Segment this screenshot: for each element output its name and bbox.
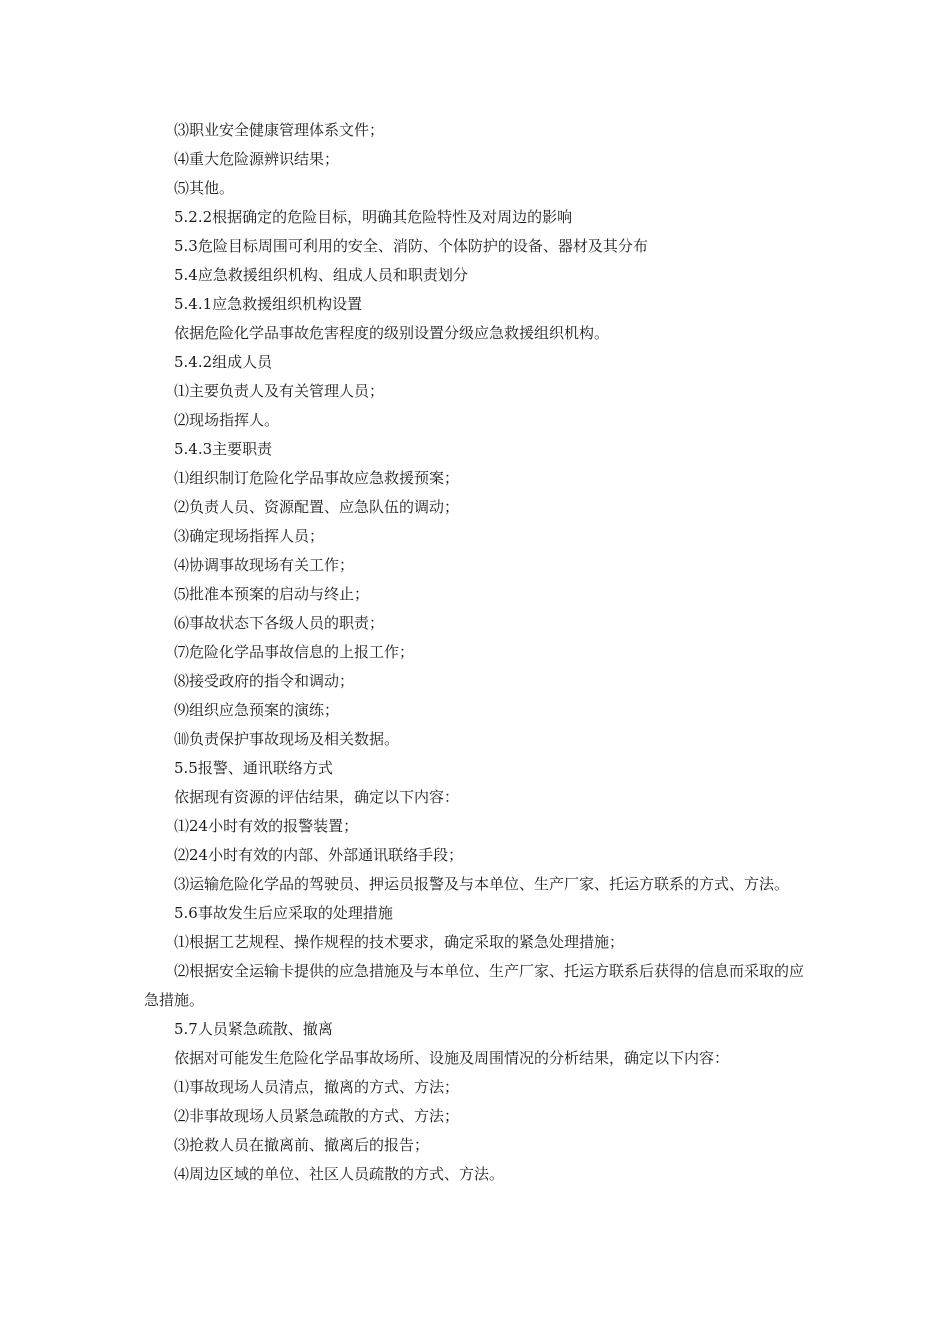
section-heading-5-2-2: 5.2.2根据确定的危险目标，明确其危险特性及对周边的影响 — [174, 208, 573, 226]
list-item: ⑵现场指挥人。 — [174, 411, 280, 429]
list-item: ⑼组织应急预案的演练； — [174, 701, 340, 719]
list-item: ⑵根据安全运输卡提供的应急措施及与本单位、生产厂家、托运方联系后获得的信息而采取的应急措施。 — [144, 962, 805, 1009]
list-item: ⑴事故现场人员清点，撤离的方式、方法； — [174, 1078, 460, 1096]
list-item: ⑴主要负责人及有关管理人员； — [174, 382, 385, 400]
list-item: ⑶运输危险化学品的驾驶员、押运员报警及与本单位、生产厂家、托运方联系的方式、方法。 — [174, 875, 790, 893]
section-heading-5-4-3: 5.4.3主要职责 — [174, 440, 273, 458]
list-item: ⑶确定现场指挥人员； — [174, 527, 325, 545]
list-item: ⑵24小时有效的内部、外部通讯联络手段； — [174, 846, 464, 864]
list-item: ⑺危险化学品事故信息的上报工作； — [174, 643, 415, 661]
section-heading-5-7: 5.7人员紧急疏散、撤离 — [174, 1020, 333, 1038]
paragraph-text: 依据危险化学品事故危害程度的级别设置分级应急救援组织机构。 — [174, 324, 610, 342]
list-item: ⑴24小时有效的报警装置； — [174, 817, 359, 835]
list-item: ⑵非事故现场人员紧急疏散的方式、方法； — [174, 1107, 460, 1125]
paragraph-item-5: ⑸其他。 — [174, 179, 235, 197]
list-item: ⑶抢救人员在撤离前、撤离后的报告； — [174, 1136, 430, 1154]
paragraph-item-4: ⑷重大危险源辨识结果； — [174, 150, 340, 168]
list-item: ⑻接受政府的指令和调动； — [174, 672, 355, 690]
paragraph-text: 依据现有资源的评估结果，确定以下内容： — [174, 788, 460, 806]
list-item: ⑽负责保护事故现场及相关数据。 — [174, 730, 400, 748]
list-item: ⑹事故状态下各级人员的职责； — [174, 614, 385, 632]
section-heading-5-3: 5.3危险目标周围可利用的安全、消防、个体防护的设备、器材及其分布 — [174, 237, 648, 255]
list-item: ⑵负责人员、资源配置、应急队伍的调动； — [174, 498, 460, 516]
section-heading-5-5: 5.5报警、通讯联络方式 — [174, 759, 333, 777]
document-body — [144, 116, 816, 1189]
list-item: ⑴根据工艺规程、操作规程的技术要求，确定采取的紧急处理措施； — [174, 933, 625, 951]
list-item: ⑷周边区域的单位、社区人员疏散的方式、方法。 — [174, 1165, 505, 1183]
section-heading-5-4-1: 5.4.1应急救援组织机构设置 — [174, 295, 363, 313]
section-heading-5-6: 5.6事故发生后应采取的处理措施 — [174, 904, 393, 922]
list-item: ⑸批准本预案的启动与终止； — [174, 585, 370, 603]
list-item: ⑷协调事故现场有关工作； — [174, 556, 355, 574]
section-heading-5-4: 5.4应急救援组织机构、组成人员和职责划分 — [174, 266, 468, 284]
paragraph-text: 依据对可能发生危险化学品事故场所、设施及周围情况的分析结果，确定以下内容： — [174, 1049, 730, 1067]
section-heading-5-4-2: 5.4.2组成人员 — [174, 353, 273, 371]
paragraph-item-3: ⑶职业安全健康管理体系文件； — [174, 121, 385, 139]
list-item: ⑴组织制订危险化学品事故应急救援预案； — [174, 469, 460, 487]
